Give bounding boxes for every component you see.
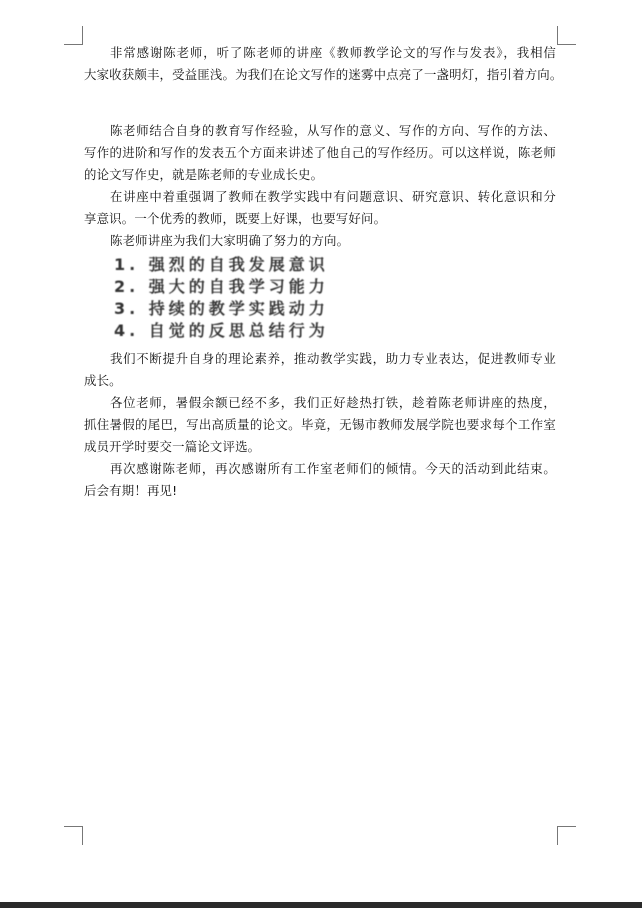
margin-mark-bottom-right (557, 826, 576, 845)
paragraph-line: 在讲座中着重强调了教师在教学实践中有问题意识、研究意识、转化意识和分 (110, 189, 556, 204)
paragraph-line: 的论文写作史，就是陈老师的专业成长史。 (84, 167, 324, 182)
paragraph-line: 后会有期！再见! (84, 483, 178, 498)
paragraph-line: 享意识。一个优秀的教师，既要上好课，也要写好问。 (84, 211, 387, 226)
paragraph-line: 写作的进阶和写作的发表五个方面来讲述了他自己的写作经历。可以这样说，陈老师 (84, 145, 556, 160)
document-body (84, 42, 563, 502)
paragraph-line: 大家收获颇丰，受益匪浅。为我们在论文写作的迷雾中点亮了一盏明灯，指引着方向。 (84, 67, 563, 82)
bottom-bar (0, 902, 642, 908)
paragraph-line: 各位老师，暑假余额已经不多，我们正好趁热打铁，趁着陈老师讲座的热度， (110, 395, 556, 410)
paragraph-line: 成长。 (84, 373, 122, 388)
list-image (114, 254, 556, 342)
margin-mark-top-right (557, 26, 576, 45)
paragraph-line: 陈老师讲座为我们大家明确了努力的方向。 (110, 233, 350, 248)
paragraph-line: 我们不断提升自身的理论素养，推动教学实践，助力专业表达，促进教师专业 (110, 351, 556, 366)
margin-mark-bottom-left (64, 826, 83, 845)
paragraph-line: 抓住暑假的尾巴，写出高质量的论文。毕竟，无锡市教师发展学院也要求每个工作室 (84, 417, 556, 432)
paragraph-line: 再次感谢陈老师，再次感谢所有工作室老师们的倾情。今天的活动到此结束。 (110, 461, 556, 476)
list-item: 2. 强大的自我学习能力 (114, 277, 329, 296)
paragraph-line: 陈老师结合自身的教育写作经验，从写作的意义、写作的方向、写作的方法、 (110, 123, 556, 138)
paragraph-line: 非常感谢陈老师，听了陈老师的讲座《教师教学论文的写作与发表》，我相信 (110, 45, 556, 60)
list-item: 3. 持续的教学实践动力 (114, 299, 329, 318)
margin-mark-top-left (64, 26, 83, 45)
list-item: 4. 自觉的反思总结行为 (114, 321, 329, 340)
paragraph-line: 成员开学时要交一篇论文评选。 (84, 439, 261, 454)
list-item: 1. 强烈的自我发展意识 (114, 255, 329, 274)
